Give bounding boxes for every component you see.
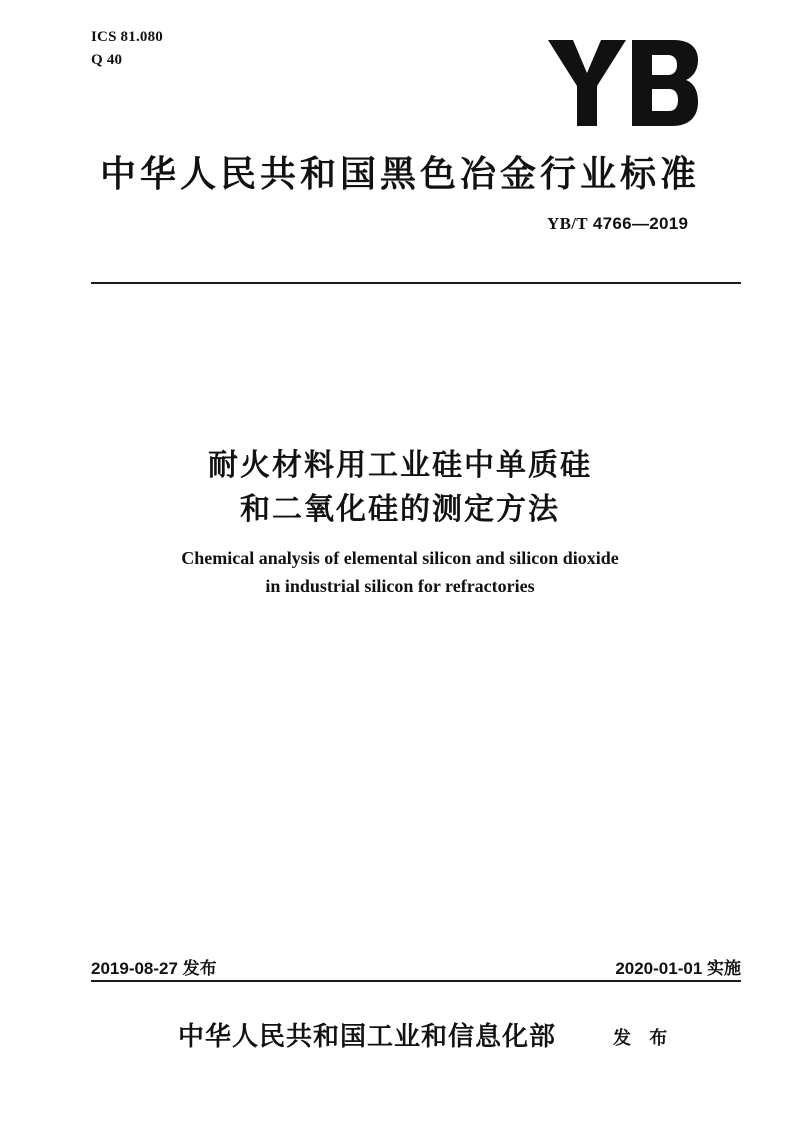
classification-code: Q 40 xyxy=(91,52,123,68)
standard-number-value: 4766—2019 xyxy=(592,214,689,233)
title-chinese-line-2: 和二氧化硅的测定方法 xyxy=(240,492,560,527)
yb-logo-letter-y xyxy=(548,40,626,126)
yb-logo-letter-b xyxy=(632,40,698,126)
issue-date: 2019-08-27 发布 xyxy=(91,959,217,978)
footer-divider xyxy=(91,980,741,982)
implementation-date: 2020-01-01 实施 xyxy=(615,959,741,978)
standard-number-prefix: YB/T xyxy=(547,214,588,233)
title-chinese-line-1: 耐火材料用工业硅中单质硅 xyxy=(208,448,592,483)
title-english-line-1: Chemical analysis of elemental silicon and silicon dioxide xyxy=(181,548,619,568)
issuing-authority: 中华人民共和国工业和信息化部 xyxy=(178,1022,557,1052)
ics-code: ICS 81.080 xyxy=(91,29,164,45)
standard-category-name: 中华人民共和国黑色冶金行业标准 xyxy=(99,154,700,195)
yb-logo xyxy=(548,40,698,126)
standard-number xyxy=(547,214,688,234)
header-divider xyxy=(91,282,741,284)
title-english-line-2: in industrial silicon for refractories xyxy=(265,576,535,596)
issue-label: 发 布 xyxy=(613,1028,674,1049)
